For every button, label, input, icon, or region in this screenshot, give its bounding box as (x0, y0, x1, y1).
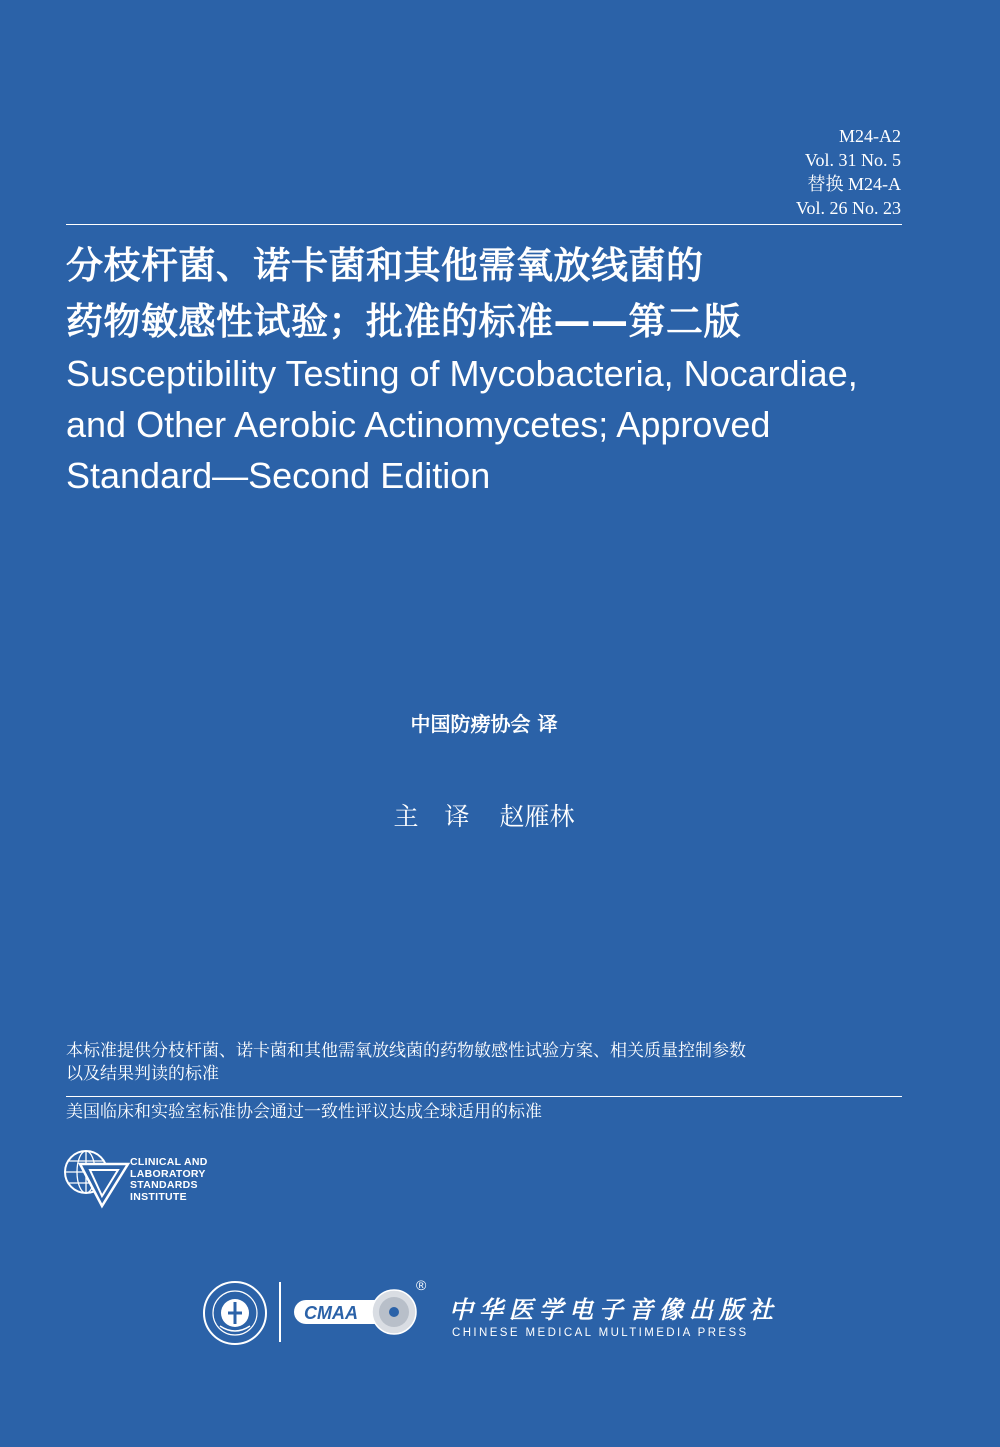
medical-association-seal-icon (202, 1280, 268, 1346)
description-line-1: 本标准提供分枝杆菌、诺卡菌和其他需氧放线菌的药物敏感性试验方案、相关质量控制参数 (66, 1041, 746, 1061)
description-line-3: 美国临床和实验室标准协会通过一致性评议达成全球适用的标准 (66, 1102, 542, 1122)
volume-number: Vol. 31 No. 5 (804, 150, 901, 170)
doc-id: M24-A2 (839, 126, 901, 146)
description (66, 1040, 746, 1086)
translator-organization: 中国防痨协会 译 (410, 712, 558, 736)
publisher-name-chinese: 中华医学电子音像出版社 (449, 1295, 779, 1324)
top-divider (66, 224, 902, 225)
title-chinese (66, 238, 741, 350)
clsi-wordmark: CLINICAL AND LABORATORY STANDARDS INSTITUTE (130, 1156, 208, 1203)
title-chinese-line-2: 药物敏感性试验；批准的标准——第二版 (66, 300, 741, 343)
clsi-globe-icon (62, 1142, 132, 1212)
title-chinese-line-1: 分枝杆菌、诺卡菌和其他需氧放线菌的 (66, 244, 704, 287)
cmaa-disc-logo-icon (292, 1288, 422, 1336)
description-endorsement (66, 1101, 542, 1124)
title-english (66, 348, 858, 501)
chief-translator-name: 赵雁林 (499, 802, 575, 831)
description-divider (66, 1096, 902, 1097)
publisher-name-english: CHINESE MEDICAL MULTIMEDIA PRESS (452, 1327, 749, 1339)
publisher-bar (202, 1277, 779, 1348)
replaces-doc: 替换 M24-A (807, 174, 901, 194)
svg-text:CMAA: CMAA (304, 1303, 358, 1323)
clsi-logo (62, 1142, 262, 1212)
chief-translator (0, 797, 968, 833)
title-english-line-1: Susceptibility Testing of Mycobacteria, Nocardiae, (66, 353, 858, 394)
title-english-line-2: and Other Aerobic Actinomycetes; Approved (66, 404, 771, 445)
publisher-divider (279, 1282, 281, 1342)
title-english-line-3: Standard—Second Edition (66, 455, 491, 496)
registered-mark: ® (416, 1277, 427, 1293)
description-line-2: 以及结果判读的标准 (66, 1064, 219, 1084)
chief-translator-role: 主译 (393, 802, 496, 831)
document-codes (796, 124, 901, 220)
replaced-volume: Vol. 26 No. 23 (795, 198, 901, 218)
